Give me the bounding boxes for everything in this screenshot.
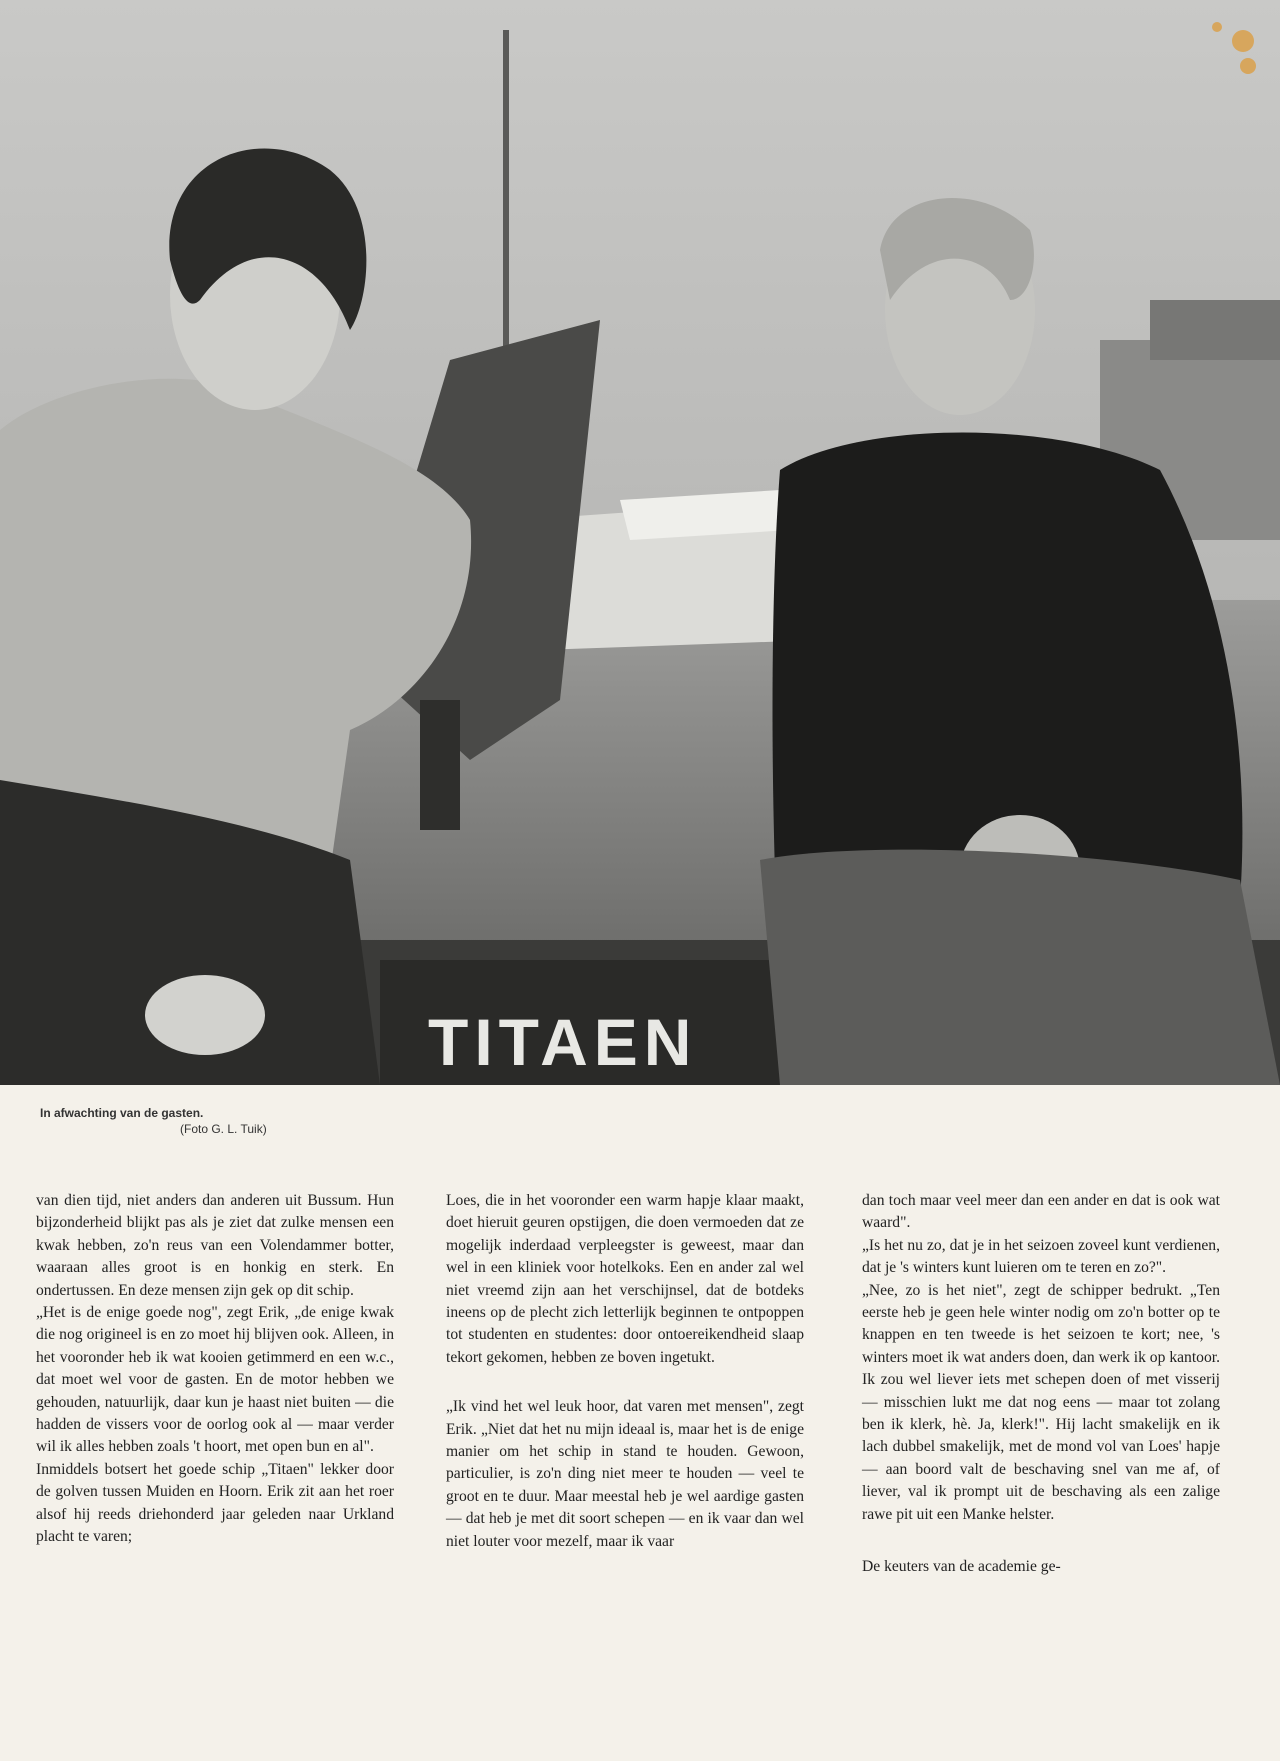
paper-stain: [1212, 22, 1222, 32]
paragraph: „Ik vind het wel leuk hoor, dat varen met mensen", zegt Erik. „Niet dat het nu mijn ideaal is, maar het is de enige manier om het schip in stand te houden. Gewoon, particulier, is zo'n ding niet meer te houden — veel te groot en te duur. Maar meestal heb je wel aardige gasten — dat heb je met dit soort schepen — en ik vaar dan wel niet louter voor mezelf, maar ik vaar: [446, 1398, 804, 1550]
paragraph: De keuters van de academie ge-: [862, 1558, 1061, 1576]
paper-stain: [1232, 30, 1254, 52]
caption-credit: (Foto G. L. Tuik): [180, 1122, 267, 1136]
paragraph: Inmiddels botsert het goede schip „Titaen" lekker door de golven tussen Muiden en Hoorn. Erik zit aan het roer alsof hij reeds driehonderd jaar geleden naar Urkland placht te varen;: [36, 1460, 394, 1546]
paper-stain: [1240, 58, 1256, 74]
paragraph: „Het is de enige goede nog", zegt Erik, „de enige kwak die nog origineel is en zo moet hij blijven ook. Alleen, in het vooronder heb ik wat kooien getimmerd en een w.c., dat moet wel voor de gasten. En de motor hebben we gehouden, natuurlijk, daar kun je haast niet buiten — die hadden de vissers voor de oorlog ook al — maar verder wil ik alles hebben zoals 't hoort, met open bun en al".: [36, 1304, 394, 1456]
paragraph: „Nee, zo is het niet", zegt de schipper bedrukt. „Ten eerste heb je geen hele winter nodig om zo'n botter op te knappen en ten tweede is het seizoen te kort; nee, 's winters moet ik wat anders doen, dan werk ik op kantoor. Ik zou wel liever iets met schepen doen of met visserij — misschien lukt me dat nog eens — maar tot zolang ben ik klerk, hè. Ja, klerk!". Hij lacht smakelijk en ik lach dubbel smakelijk, met de mond vol van Loes' hapje — aan boord valt de beschaving snel van me af, of liever, val ik prompt uit de beschaving als een zalige rawe pit uit een Manke helster.: [862, 1281, 1220, 1523]
boat-name-lettering: TITAEN: [428, 1005, 698, 1079]
paragraph: Loes, die in het vooronder een warm hapje klaar maakt, doet hieruit geuren opstijgen, die doen vermoeden dat ze mogelijk inderdaad verpleegster is geweest, maar dan wel in een kliniek voor hotelkoks. Een en ander zal wel niet vreemd zijn aan het verschijnsel, dat de botdeks ineens op de plecht zich letterlijk beginnen te ontpoppen tot studenten en studentes: door ontoereikendheid slaap tekort gekomen, hebben ze boven ingetukt.: [446, 1192, 804, 1366]
text-column-3: [862, 1190, 1220, 1579]
text-column-2: [446, 1190, 804, 1553]
paragraph: „Is het nu zo, dat je in het seizoen zoveel kunt verdienen, dat je 's winters kunt luieren om te teren en zo?".: [862, 1236, 1220, 1277]
paragraph: dan toch maar veel meer dan een ander en dat is ook wat waard".: [862, 1192, 1220, 1232]
text-column-1: [36, 1190, 394, 1549]
photo-caption: [40, 1105, 370, 1137]
paragraph: van dien tijd, niet anders dan anderen uit Bussum. Hun bijzonderheid blijkt pas als je ziet dat zulke mensen een kwak hebben, zo'n reus van een Volendammer botter, waaraan alles groot is en honkig en sterk. En ondertussen. En deze mensen zijn gek op dit schip.: [36, 1192, 394, 1299]
caption-text: In afwachting van de gasten.: [40, 1106, 204, 1120]
